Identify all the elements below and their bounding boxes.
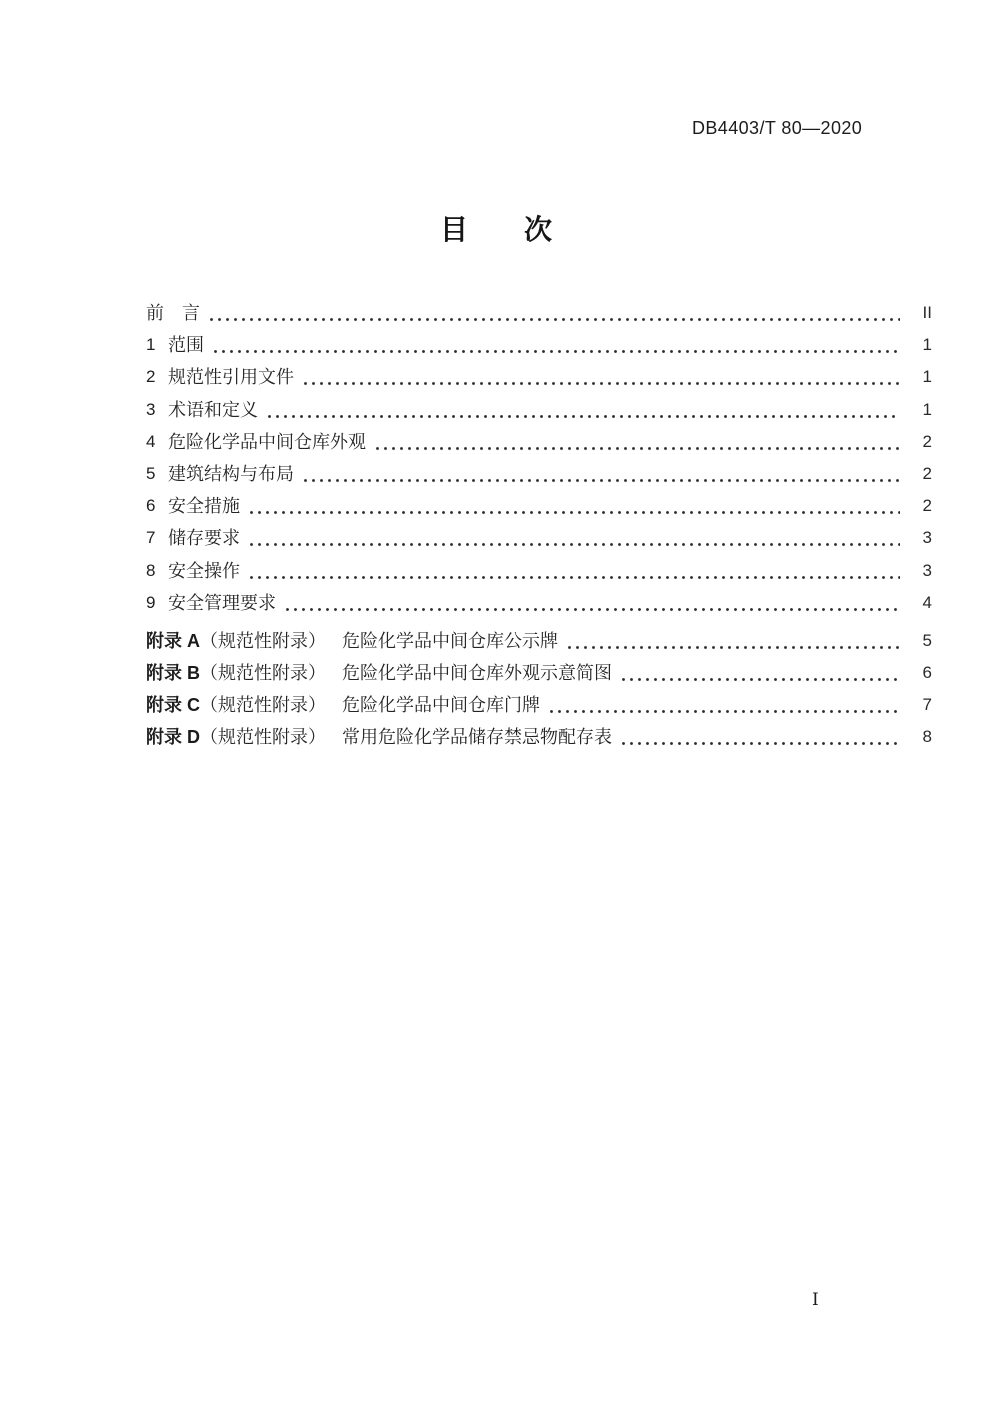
table-of-contents	[146, 297, 932, 754]
toc-entry-label: 安全措施	[168, 496, 240, 517]
toc-entry-label: 危险化学品中间仓库公示牌	[342, 630, 558, 651]
appendix-prefix: 附录 B	[146, 663, 200, 684]
toc-entry-page: 3	[922, 528, 932, 548]
toc-entry-normative-references[interactable]	[146, 361, 932, 393]
toc-entry-label: 前 言	[146, 303, 200, 323]
toc-entry-page: 3	[922, 560, 932, 580]
dot-leader	[304, 361, 900, 393]
toc-entry-appendix-b[interactable]	[146, 657, 932, 689]
toc-entry-safety-measures[interactable]	[146, 490, 932, 522]
toc-entry-building-structure[interactable]	[146, 458, 932, 490]
toc-entry-label: 规范性引用文件	[168, 367, 294, 388]
toc-entry-page: 1	[922, 367, 932, 387]
appendix-prefix: 附录 C	[146, 695, 200, 716]
dot-leader	[286, 587, 900, 619]
toc-entry-page: 5	[922, 630, 932, 650]
toc-entry-label: 危险化学品中间仓库外观示意简图	[342, 663, 612, 684]
toc-entry-safety-management[interactable]	[146, 587, 932, 619]
dot-leader	[250, 522, 900, 554]
toc-entry-page: 6	[922, 663, 932, 683]
appendix-paren: （规范性附录）	[200, 630, 326, 651]
toc-entry-page: 1	[922, 399, 932, 419]
dot-leader	[268, 394, 900, 426]
dot-leader	[214, 329, 900, 361]
toc-entry-scope[interactable]	[146, 329, 932, 361]
toc-entry-label: 安全管理要求	[168, 592, 276, 613]
dot-leader	[210, 297, 900, 329]
toc-entry-number: 3	[146, 399, 156, 419]
page-title-char-right: 次	[524, 214, 553, 245]
toc-entry-storage-requirements[interactable]	[146, 522, 932, 554]
page-title-char-left: 目	[439, 214, 468, 245]
toc-entry-page: 8	[922, 727, 932, 747]
toc-entry-page: 2	[922, 496, 932, 516]
toc-entry-terms-definitions[interactable]	[146, 394, 932, 426]
appendix-paren: （规范性附录）	[200, 727, 326, 748]
toc-entry-label: 术语和定义	[168, 399, 258, 420]
toc-entry-number: 6	[146, 496, 156, 516]
toc-entry-number: 2	[146, 367, 156, 387]
toc-entry-label: 建筑结构与布局	[168, 463, 294, 484]
toc-entry-number: 8	[146, 560, 156, 580]
toc-entry-label: 储存要求	[168, 528, 240, 549]
appendix-prefix: 附录 A	[146, 630, 200, 651]
toc-entry-warehouse-appearance[interactable]	[146, 426, 932, 458]
page-title	[0, 212, 992, 248]
toc-entry-number: 7	[146, 528, 156, 548]
toc-entry-number: 1	[146, 335, 156, 355]
appendix-prefix: 附录 D	[146, 727, 200, 748]
toc-entry-number: 9	[146, 592, 156, 612]
dot-leader	[250, 555, 900, 587]
toc-entry-appendix-c[interactable]	[146, 689, 932, 721]
appendix-paren: （规范性附录）	[200, 695, 326, 716]
toc-entry-page: 7	[922, 695, 932, 715]
dot-leader	[304, 458, 900, 490]
toc-entry-page: 4	[922, 592, 932, 612]
toc-entry-page: 2	[922, 463, 932, 483]
standard-number: DB4403/T 80—2020	[692, 118, 863, 138]
toc-entry-safe-operation[interactable]	[146, 555, 932, 587]
toc-entry-page: 1	[922, 335, 932, 355]
page-number: I	[812, 1290, 819, 1310]
toc-entry-label: 危险化学品中间仓库门牌	[342, 695, 540, 716]
dot-leader	[550, 689, 900, 721]
toc-entry-appendix-a[interactable]	[146, 625, 932, 657]
toc-entry-page: 2	[922, 431, 932, 451]
toc-entry-appendix-d[interactable]	[146, 721, 932, 753]
toc-entry-foreword[interactable]	[146, 297, 932, 329]
toc-entry-number: 5	[146, 463, 156, 483]
toc-entry-label: 危险化学品中间仓库外观	[168, 431, 366, 452]
dot-leader	[568, 625, 900, 657]
dot-leader	[250, 490, 900, 522]
toc-entry-label: 范围	[168, 335, 204, 356]
toc-entry-label: 安全操作	[168, 560, 240, 581]
toc-entry-label: 常用危险化学品储存禁忌物配存表	[342, 727, 612, 748]
toc-entry-number: 4	[146, 431, 156, 451]
dot-leader	[622, 657, 900, 689]
toc-entry-page: II	[922, 303, 932, 322]
dot-leader	[622, 721, 900, 753]
appendix-paren: （规范性附录）	[200, 663, 326, 684]
dot-leader	[376, 426, 900, 458]
